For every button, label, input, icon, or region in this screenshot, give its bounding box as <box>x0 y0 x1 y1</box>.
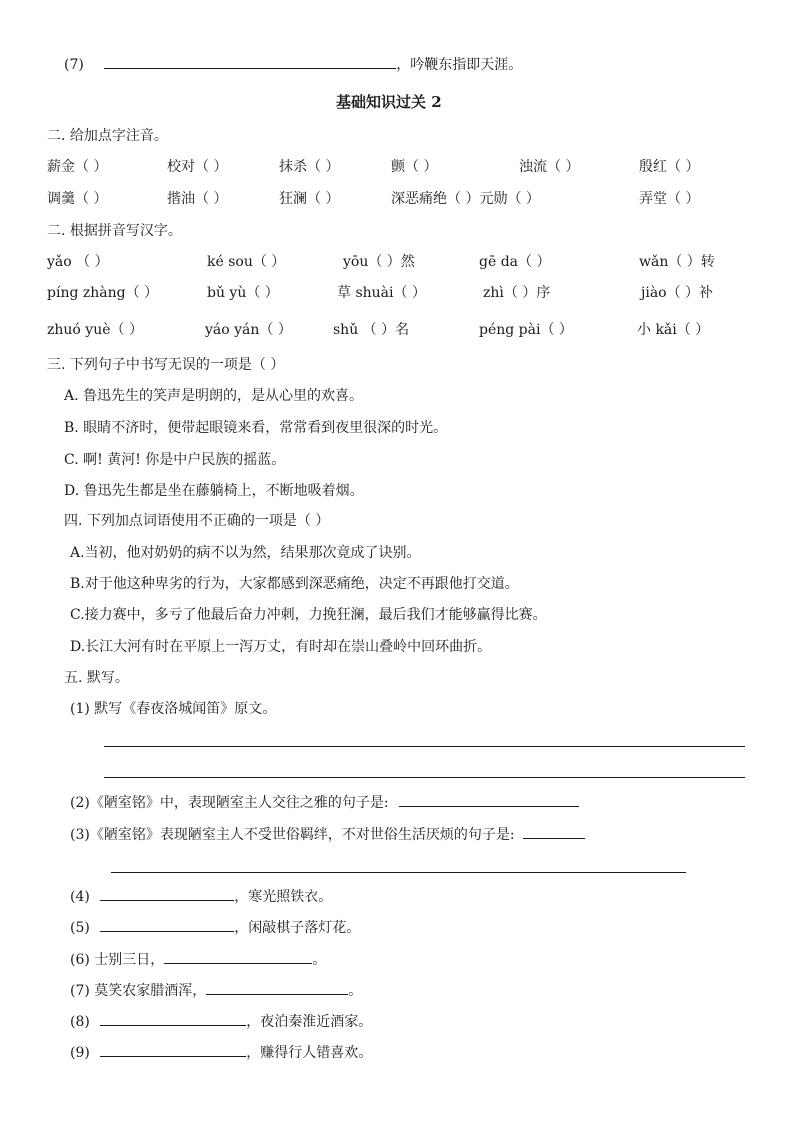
answer-blank[interactable] <box>100 886 234 901</box>
recite-q7-number: (7) <box>70 983 90 999</box>
answer-line[interactable] <box>104 777 745 778</box>
recite-q6-text: 士别三日， <box>94 952 165 968</box>
zhuyin-item[interactable]: 弄堂（ ） <box>639 191 700 207</box>
page-title: 基础知识过关 2 <box>336 93 442 111</box>
zhuyin-item[interactable]: 殷红（ ） <box>639 159 700 175</box>
section-four-heading: 四. 下列加点词语使用不正确的一项是（ ） <box>64 513 330 529</box>
pinyin-item[interactable]: píng zhàng（ ） <box>47 285 159 301</box>
recite-q4-text: ，寒光照铁衣。 <box>234 889 333 905</box>
answer-blank[interactable] <box>100 917 234 932</box>
recite-q5-text: ，闲敲棋子落灯花。 <box>234 920 361 936</box>
answer-line[interactable] <box>104 746 745 747</box>
zhuyin-item[interactable]: 校对（ ） <box>167 159 228 175</box>
q7-top-blank[interactable] <box>104 54 396 69</box>
pinyin-item[interactable]: bǔ yù（ ） <box>207 285 279 301</box>
recite-q9 <box>70 1042 372 1063</box>
option-b[interactable]: B.对于他这种卑劣的行为，大家都感到深恶痛绝，决定不再跟他打交道。 <box>70 576 519 592</box>
recite-q9-text: ，赚得行人错喜欢。 <box>246 1045 373 1061</box>
section-pinyin-heading: 二. 根据拼音写汉字。 <box>47 223 182 239</box>
zhuyin-item[interactable]: 薪金（ ） <box>47 159 108 175</box>
recite-q6-end: 。 <box>312 952 327 968</box>
option-a[interactable]: A.当初，他对奶奶的病不以为然，结果那次竟成了诀别。 <box>70 545 421 561</box>
option-d[interactable]: D.长江大河有时在平原上一泻万丈，有时却在崇山叠岭中回环曲折。 <box>70 639 492 655</box>
zhuyin-item[interactable]: 调羹（ ） <box>47 191 108 207</box>
recite-q5-number: (5) <box>70 920 90 936</box>
option-d[interactable]: D. 鲁迅先生都是坐在藤躺椅上，不断地吸着烟。 <box>64 483 364 499</box>
section-zhuyin-heading: 二. 给加点字注音。 <box>47 128 168 144</box>
pinyin-item[interactable]: wǎn（ ）转 <box>639 254 715 270</box>
recite-q4 <box>70 886 332 907</box>
zhuyin-item[interactable]: 深恶痛绝（ ）元勋（ ） <box>391 191 540 207</box>
section-three-heading: 三. 下列句子中书写无误的一项是（ ） <box>47 357 285 373</box>
recite-q9-number: (9) <box>70 1045 90 1061</box>
recite-q3 <box>70 824 585 845</box>
recite-q7-text: 莫笑农家腊酒浑， <box>94 983 207 999</box>
option-a[interactable]: A. 鲁迅先生的笑声是明朗的，是从心里的欢喜。 <box>64 388 364 404</box>
recite-q7-end: 。 <box>348 983 363 999</box>
pinyin-item[interactable]: péng pài（ ） <box>479 322 573 338</box>
recite-q8-text: ，夜泊秦淮近酒家。 <box>246 1014 373 1030</box>
recite-q8 <box>70 1011 372 1032</box>
pinyin-item[interactable]: shǔ （ ）名 <box>333 322 410 338</box>
pinyin-item[interactable]: 小 kǎi（ ） <box>637 322 710 338</box>
option-b[interactable]: B. 眼睛不济时，便带起眼镜来看，常常看到夜里很深的时光。 <box>64 420 448 436</box>
q7-top-text: ，吟鞭东指即天涯。 <box>396 57 523 73</box>
option-c[interactable]: C. 啊! 黄河! 你是中户民族的摇蓝。 <box>64 452 286 468</box>
pinyin-item[interactable]: 草 shuài（ ） <box>337 285 426 301</box>
recite-q5 <box>70 917 360 938</box>
zhuyin-item[interactable]: 抹杀（ ） <box>279 159 340 175</box>
pinyin-item[interactable]: yáo yán（ ） <box>205 322 292 338</box>
pinyin-item[interactable]: jiào（ ）补 <box>641 285 714 301</box>
section-five-heading: 五. 默写。 <box>64 670 129 686</box>
pinyin-item[interactable]: yǎo （ ） <box>47 254 109 270</box>
answer-blank[interactable] <box>100 1042 246 1057</box>
zhuyin-item[interactable]: 揩油（ ） <box>167 191 228 207</box>
recite-q8-number: (8) <box>70 1014 90 1030</box>
pinyin-item[interactable]: zhì（ ）序 <box>483 285 551 301</box>
pinyin-item[interactable]: yōu（ ）然 <box>343 254 415 270</box>
zhuyin-item[interactable]: 浊流（ ） <box>519 159 580 175</box>
recite-q4-number: (4) <box>70 889 90 905</box>
answer-blank[interactable] <box>206 980 348 995</box>
zhuyin-item[interactable]: 狂澜（ ） <box>279 191 340 207</box>
recite-q7 <box>70 980 362 1001</box>
answer-line[interactable] <box>111 872 686 873</box>
recite-q6-number: (6) <box>70 952 90 968</box>
recite-q2 <box>70 792 579 813</box>
answer-blank[interactable] <box>523 824 585 839</box>
recite-q6 <box>70 949 326 970</box>
answer-blank[interactable] <box>164 949 312 964</box>
recite-q1: (1) 默写《春夜洛城闻笛》原文。 <box>70 701 277 717</box>
pinyin-item[interactable]: ké sou（ ） <box>207 254 286 270</box>
q7-top-number: (7) <box>64 57 84 73</box>
pinyin-item[interactable]: gē da（ ） <box>479 254 551 270</box>
answer-blank[interactable] <box>399 792 579 807</box>
answer-blank[interactable] <box>100 1011 246 1026</box>
recite-q3-text: (3)《陋室铭》表现陋室主人不受世俗羁绊，不对世俗生活厌烦的句子是: <box>70 827 515 843</box>
option-c[interactable]: C.接力赛中，多亏了他最后奋力冲刺，力挽狂澜，最后我们才能够赢得比赛。 <box>70 607 547 623</box>
q7-top-line <box>64 54 522 75</box>
pinyin-item[interactable]: zhuó yuè（ ） <box>47 322 143 338</box>
zhuyin-item[interactable]: 颤（ ） <box>391 159 438 175</box>
recite-q2-text: (2)《陋室铭》中，表现陋室主人交往之雅的句子是: <box>70 795 389 811</box>
